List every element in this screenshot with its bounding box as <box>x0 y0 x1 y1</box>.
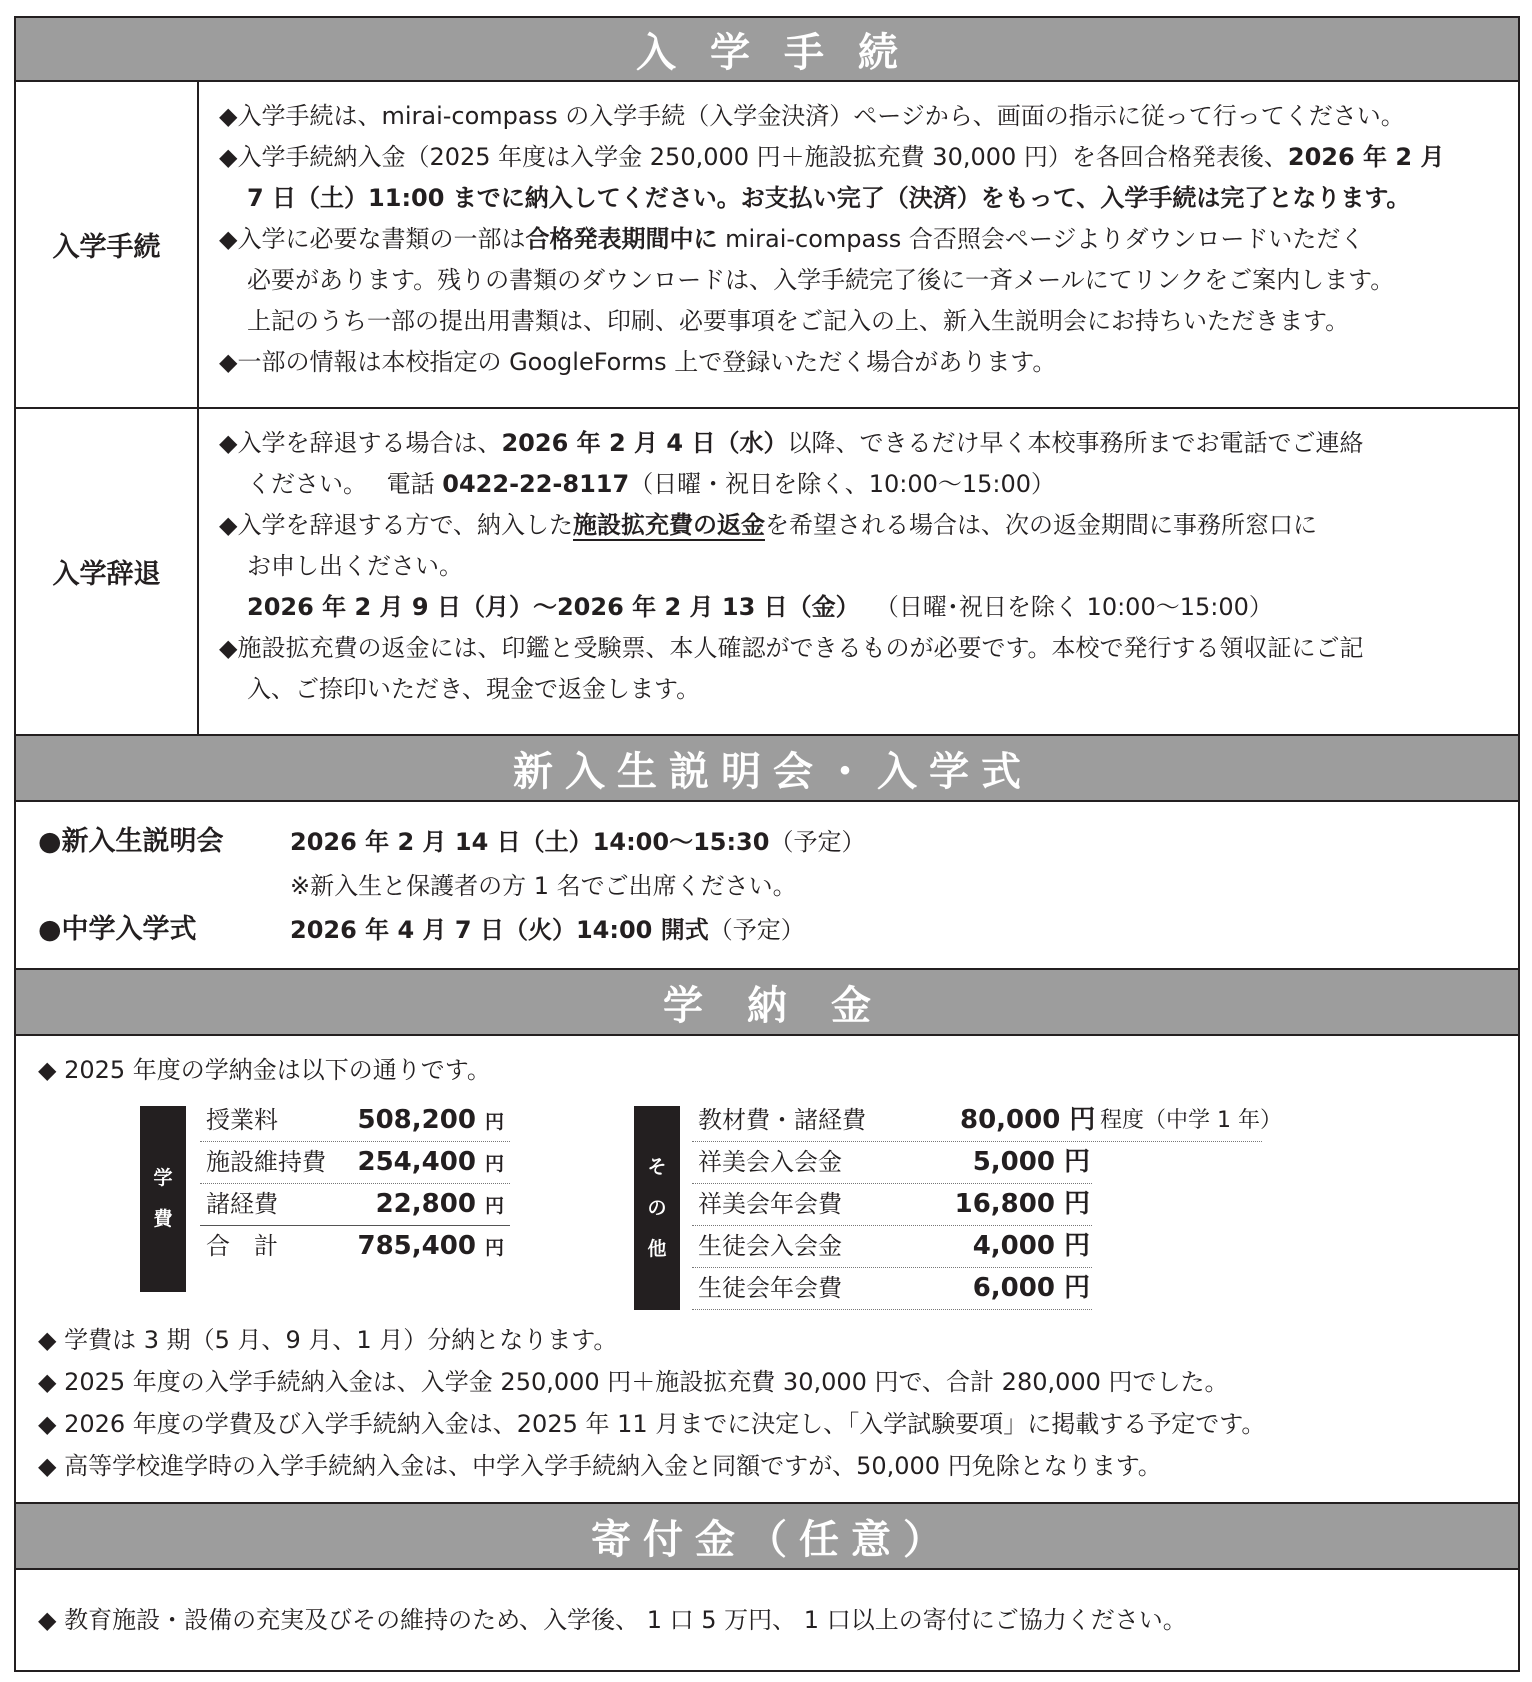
text-span: ◆入学を辞退する方で、納入した <box>219 511 573 539</box>
fee-amount <box>376 1184 504 1227</box>
fee-row <box>692 1268 1092 1310</box>
fee-note-line: ◆ 高等学校進学時の入学手続納入金は、中学入学手続納入金と同額ですが、50,000 円免除となります。 <box>38 1452 1162 1480</box>
amount-unit: 円 <box>484 1237 504 1259</box>
fee-name: 授業料 <box>206 1106 278 1134</box>
text-line: 上記のうち一部の提出用書類は、印刷、必要事項をご記入の上、新入生説明会にお持ちいただきます。 <box>247 307 1350 335</box>
event-date: 2026 年 4 月 7 日（火）14:00 開式 <box>290 916 709 944</box>
text-span: 以降、できるだけ早く本校事務所までお電話でご連絡 <box>787 429 1364 457</box>
text-line: ◆一部の情報は本校指定の GoogleForms 上で登録いただく場合があります。 <box>219 348 1057 376</box>
fee-amount <box>358 1100 505 1143</box>
bold-span: 2026 年 2 月 4 日（水） <box>501 429 788 457</box>
event-item <box>38 820 1518 864</box>
bold-span: 合格発表期間中に <box>525 225 718 253</box>
bar-char: 他 <box>647 1237 667 1260</box>
amount-value: 785,400 <box>357 1231 476 1261</box>
fee-amount: 4,000 円 <box>972 1231 1090 1261</box>
bold-span: 2026 年 2 月 <box>1287 143 1445 171</box>
event-note: （予定） <box>769 828 866 856</box>
fee-name: 合 計 <box>206 1232 278 1260</box>
text-span: ◆入学に必要な書類の一部は <box>219 225 526 253</box>
fee-note-line: ◆ 2025 年度の入学手続納入金は、入学金 250,000 円＋施設拡充費 30,000 円で、合計 280,000 円でした。 <box>38 1368 1229 1396</box>
withdrawal-row <box>16 409 1518 736</box>
fee-row <box>200 1184 510 1226</box>
text-line <box>219 505 1518 546</box>
row-label: 入学辞退 <box>16 409 199 734</box>
fee-row <box>200 1100 510 1142</box>
bar-char: そ <box>647 1155 667 1178</box>
amount-unit: 円 <box>484 1195 504 1217</box>
bar-char: 学 <box>153 1167 173 1189</box>
fee-amount: 5,000 円 <box>972 1147 1090 1177</box>
fee-amount <box>358 1142 505 1185</box>
event-sub: ※新入生と保護者の方 1 名でご出席ください。 <box>290 872 797 900</box>
text-line <box>219 219 1518 260</box>
fee-note: 程度（中学 1 年） <box>1100 1108 1282 1133</box>
amount-unit: 円 <box>484 1153 504 1175</box>
bar-char: 費 <box>153 1208 173 1230</box>
text-span: ◆入学を辞退する場合は、 <box>219 429 502 457</box>
text-span: （日曜・祝日を除く、10:00～15:00） <box>629 470 1056 498</box>
fee-name: 祥美会年会費 <box>698 1190 842 1218</box>
fee-name: 生徒会入会金 <box>698 1232 842 1260</box>
section-header-fees <box>16 970 1518 1036</box>
bar-char: の <box>647 1196 667 1219</box>
section-title: 学納金 <box>663 982 915 1029</box>
text-line: ◆入学手続は、mirai-compass の入学手続（入学金決済）ページから、画面の指示に従って行ってください。 <box>219 102 1405 130</box>
section-header-procedure <box>16 18 1518 82</box>
other-label-bar <box>634 1106 680 1310</box>
donation-block <box>16 1570 1518 1664</box>
phone-number: 0422-22-8117 <box>442 470 630 498</box>
fee-note-line: ◆ 2026 年度の学費及び入学手続納入金は、2025 年 11 月までに決定し、「入学試験要項」に掲載する予定です。 <box>38 1410 1266 1438</box>
text-line <box>219 464 1518 505</box>
text-line <box>219 178 1518 219</box>
row-content <box>199 82 1518 407</box>
fee-amount: 80,000 円 <box>960 1105 1096 1135</box>
text-line: ◆施設拡充費の返金には、印鑑と受験票、本人確認ができるものが必要です。本校で発行する領収証にご記 <box>219 634 1364 662</box>
procedure-row <box>16 82 1518 409</box>
fee-total-row <box>200 1226 510 1267</box>
fee-amount <box>358 1226 505 1269</box>
section-title: 入学手続 <box>636 29 932 76</box>
amount-unit: 円 <box>484 1111 504 1133</box>
fee-amount: 16,800 円 <box>954 1189 1090 1219</box>
fee-row <box>692 1100 1282 1142</box>
row-label: 入学手続 <box>16 82 199 407</box>
fee-name: 生徒会年会費 <box>698 1274 842 1302</box>
text-line <box>219 587 1518 628</box>
event-item <box>38 908 1518 952</box>
fee-name: 施設維持費 <box>206 1148 326 1176</box>
bold-span: 7 日（土）11:00 までに納入してください。お支払い完了（決済）をもって、入学手続は完了となります。 <box>247 184 1411 212</box>
fee-amount: 6,000 円 <box>972 1273 1090 1303</box>
event-note: （予定） <box>708 916 805 944</box>
fee-row <box>200 1142 510 1184</box>
section-title: 新入生説明会・入学式 <box>513 748 1033 795</box>
section-header-donation <box>16 1504 1518 1570</box>
document-page <box>14 16 1520 1672</box>
text-span: ください。 電話 <box>247 470 443 498</box>
fee-name: 諸経費 <box>206 1190 278 1218</box>
text-line: 必要があります。残りの書類のダウンロードは、入学手続完了後に一斉メールにてリンクをご案内します。 <box>247 266 1395 294</box>
fee-name: 教材費・諸経費 <box>698 1106 866 1134</box>
fee-row <box>692 1226 1092 1268</box>
text-line <box>219 137 1518 178</box>
donation-text: ◆ 教育施設・設備の充実及びその維持のため、入学後、 1 口 5 万円、 1 口以上の寄付にご協力ください。 <box>38 1605 1187 1634</box>
amount-value: 254,400 <box>357 1147 476 1177</box>
fee-name: 祥美会入会金 <box>698 1148 842 1176</box>
amount-value: 508,200 <box>357 1105 476 1135</box>
fees-intro: ◆ 2025 年度の学納金は以下の通りです。 <box>38 1056 491 1084</box>
text-line <box>219 423 1518 464</box>
other-fees-table <box>692 1100 1282 1310</box>
text-span: mirai-compass 合否照会ページよりダウンロードいただく <box>717 225 1365 253</box>
text-span: ◆入学手続納入金（2025 年度は入学金 250,000 円＋施設拡充費 30,000 円）を各回合格発表後、 <box>219 143 1288 171</box>
amount-value: 22,800 <box>375 1189 476 1219</box>
text-line: 入、ご捺印いただき、現金で返金します。 <box>247 675 701 703</box>
event-date: 2026 年 2 月 14 日（土）14:00～15:30 <box>290 828 770 856</box>
fee-row <box>692 1142 1092 1184</box>
event-label: ●新入生説明会 <box>38 826 224 857</box>
text-span: を希望される場合は、次の返金期間に事務所窓口に <box>764 511 1317 539</box>
tuition-table <box>200 1100 510 1267</box>
text-line: お申し出ください。 <box>247 552 463 580</box>
fee-row <box>692 1184 1092 1226</box>
events-block <box>16 802 1518 970</box>
section-header-events <box>16 736 1518 802</box>
underlined-bold-span: 施設拡充費の返金 <box>572 511 765 539</box>
event-label: ●中学入学式 <box>38 914 197 945</box>
tuition-label-bar <box>140 1106 186 1292</box>
text-span: （日曜･祝日を除く 10:00～15:00） <box>874 593 1273 621</box>
bold-span: 2026 年 2 月 9 日（月）～2026 年 2 月 13 日（金） <box>247 593 860 621</box>
row-content <box>199 409 1518 734</box>
fees-block <box>16 1036 1518 1504</box>
fee-note-line: ◆ 学費は 3 期（5 月、9 月、1 月）分納となります。 <box>38 1326 618 1354</box>
section-title: 寄付金（任意） <box>591 1516 955 1563</box>
